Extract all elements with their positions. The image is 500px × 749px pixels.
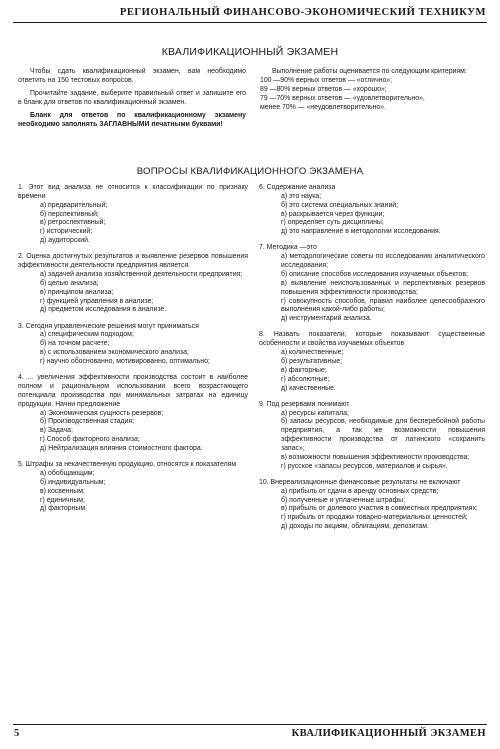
running-footer: КВАЛИФИКАЦИОННЫЙ ЭКЗАМЕН [291, 728, 486, 739]
answer-option: д) качественные. [281, 384, 336, 392]
answer-options [259, 410, 485, 472]
answer-option: а) задачей анализа хозяйственной деятельности предприятия; [40, 270, 243, 278]
question-block [18, 184, 248, 246]
question-block [18, 323, 248, 367]
answer-option: б) результативные; [281, 357, 343, 365]
running-header: РЕГИОНАЛЬНЫЙ ФИНАНСОВО-ЭКОНОМИЧЕСКИЙ ТЕХНИКУМ [119, 7, 486, 18]
answer-option: а) специфическим подходом; [40, 331, 134, 339]
answer-option: в) Задача; [40, 427, 73, 435]
question-text: 2. Оценка достигнутых результатов и выявление резервов повышения эффективности деятельности предприятия является [18, 253, 248, 270]
question-text: 1. Этот вид анализа не относится к классификации по признаку времени [18, 184, 248, 200]
questions-column-left [18, 184, 248, 522]
intro-paragraph-2: Прочитайте задание, выберите правильный ответ и запишите его в бланк для ответов по квалификационный экзамен. [18, 90, 246, 107]
answer-option: а) методологические советы по исследованию аналитического исследования; [281, 253, 485, 270]
answer-options [18, 410, 248, 454]
question-text: 8. Назвать показатели, которые показывают существенные особенности и свойства изучаемых объектов [259, 331, 485, 348]
answer-option: б) индивидуальным; [40, 478, 106, 486]
answer-option: в) раскрывается через функции; [281, 210, 385, 218]
question-block [259, 244, 485, 324]
answer-option: д) это направление в методологии исследования. [281, 228, 441, 236]
answer-option: г) Способ факторного анализа; [40, 436, 140, 444]
grading-lead: Выполнение работы оценивается по следующим критериям: [272, 68, 467, 75]
grade-line: менее 70% — «неудовлетворительно». [260, 104, 386, 112]
answer-option: а) ресурсы капитала; [281, 409, 349, 417]
questions-column-right [259, 184, 485, 539]
answer-option: в) выявление неиспользованных и перспективных резервов повышения эффективности производства; [281, 279, 485, 296]
question-text: 6. Содержание анализа [259, 184, 336, 191]
answer-option: г) исторический; [40, 228, 93, 236]
question-block [18, 253, 248, 315]
answer-option: в) прибыль от долевого участия в совместных предприятиях; [281, 505, 478, 513]
intro-instructions [18, 67, 246, 134]
answer-option: г) русское «запасы ресурсов, материалов и сырья». [281, 462, 448, 470]
answer-option: в) возможности повышения эффективности производства; [281, 453, 470, 461]
intro-warning: Бланк для ответов по квалификационному экзамену необходимо заполнять ЗАГЛАВНЫМИ печатными буквами! [18, 112, 246, 129]
answer-option: а) Экономическая сущность резервов; [40, 409, 164, 417]
answer-option: б) запасы ресурсов, необходимые для бесперебойной работы предприятия, а так же возможности повышения эффективности производства от латинского «сохранить запас»; [281, 418, 485, 452]
answer-option: а) обобщающим; [40, 470, 95, 478]
answer-option: в) косвенным; [40, 487, 85, 495]
answer-option: в) ретроспективный; [40, 219, 106, 227]
answer-option: д) предметом исследования в анализе. [40, 306, 167, 314]
answer-option: б) перспективный; [40, 210, 99, 218]
footer-rule [13, 724, 487, 725]
answer-option: б) Производственная стадия; [40, 418, 135, 426]
answer-option: г) научно обоснованно, мотивированно, оптимально; [40, 357, 210, 365]
page-title: КВАЛИФИКАЦИОННЫЙ ЭКЗАМЕН [161, 46, 339, 58]
answer-option: г) прибыль от продажи товарно-материальных ценностей; [281, 514, 468, 522]
answer-option: в) факторные; [281, 366, 327, 374]
question-block [18, 374, 248, 454]
question-text: 7. Методика —это [259, 244, 317, 252]
answer-options [259, 253, 485, 324]
answer-options [259, 349, 485, 393]
page-number: 5 [14, 728, 20, 739]
answer-options [259, 488, 485, 532]
question-text: 4. ... увеличения эффективности производства состоит в наиболее полном и рациональном использовании всего возрастающего потенциала производства при минимальных затратах на единицу продукции. Начни предложение [18, 374, 248, 408]
answer-option: д) Нейтрализация влияния стоимостного фактора. [40, 444, 203, 452]
answer-option: б) полученные и уплаченные штрафы; [281, 496, 406, 504]
answer-options [18, 202, 248, 246]
question-text: 3. Сегодня управленческие решения могут приниматься [18, 322, 199, 330]
question-text: 10. Внереализационные финансовые результаты не включают [259, 478, 461, 486]
question-text: 5. Штрафы за некачественную продукцию, относятся к показателям [18, 461, 237, 469]
answer-options [18, 271, 248, 315]
question-text: 9. Под резервами понимают [259, 400, 350, 408]
answer-option: г) определяет суть дисциплины; [281, 219, 384, 227]
question-block [18, 461, 248, 514]
answer-options [259, 193, 485, 237]
section-title: ВОПРОСЫ КВАЛИФИКАЦИОННОГО ЭКЗАМЕНА [136, 166, 364, 177]
intro-paragraph-1: Чтобы сдать квалификационный экзамен, вам необходимо ответить на 150 тестовых вопросов. [18, 68, 246, 85]
question-block [259, 331, 485, 393]
answer-option: в) с использованием экономического анализа; [40, 349, 189, 357]
answer-option: б) описание способов исследования изучаемых объектов; [281, 270, 468, 278]
answer-option: д) факторным. [40, 505, 87, 513]
answer-option: г) совокупность способов, правил наиболее целесообразного выполнения какой-либо работы; [281, 297, 485, 314]
answer-options [18, 331, 248, 366]
answer-option: а) прибыль от сдачи в аренду основных средств; [281, 487, 439, 495]
answer-option: г) абсолютные; [281, 375, 330, 383]
answer-option: а) это наука; [281, 192, 322, 200]
answer-option: д) доходы по акциям, облигациям, депозитам. [281, 523, 429, 531]
question-block [259, 479, 485, 532]
grading-criteria [260, 67, 484, 112]
answer-option: г) единичным; [40, 496, 85, 504]
grade-line: 79 —70% верных ответов — «удовлетворительно», [260, 95, 425, 103]
answer-option: в) принципом анализа; [40, 288, 114, 296]
answer-option: б) целью анализа; [40, 279, 99, 287]
grade-line: 89 —80% верных ответов — «хорошо»; [260, 86, 387, 94]
grade-line: 100 —90% верных ответов — «отлично»; [260, 77, 393, 85]
question-block [259, 184, 485, 237]
answer-option: а) предварительный; [40, 201, 108, 209]
answer-options [18, 470, 248, 514]
question-block [259, 401, 485, 472]
answer-option: б) это система специальных знаний; [281, 201, 399, 209]
answer-option: г) функцией управления в анализе; [40, 297, 154, 305]
answer-option: д) аудиторский. [40, 237, 90, 245]
answer-option: д) инструментарий анализа. [281, 315, 372, 323]
answer-option: а) количественные; [281, 349, 344, 357]
answer-option: б) на точном расчете; [40, 340, 110, 348]
